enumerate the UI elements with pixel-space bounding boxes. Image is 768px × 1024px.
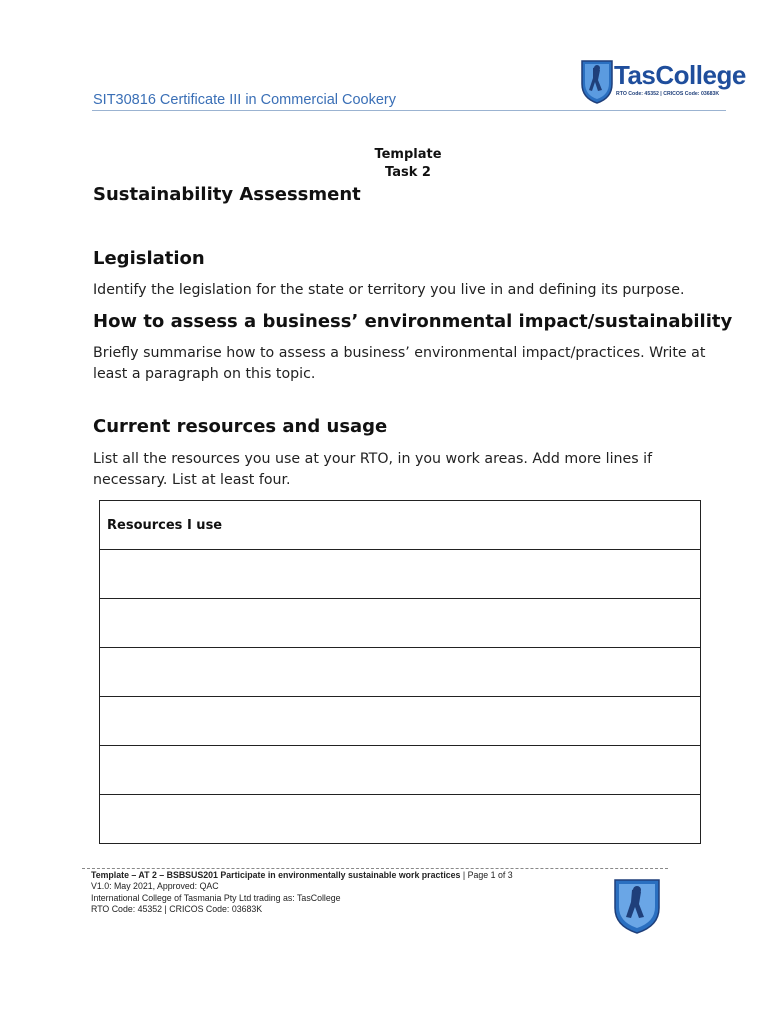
footer-page-info: | Page 1 of 3 bbox=[460, 870, 513, 880]
resources-table bbox=[99, 500, 701, 844]
shield-icon bbox=[580, 58, 614, 104]
table-cell[interactable] bbox=[100, 648, 701, 697]
table-row bbox=[100, 795, 701, 844]
section-text-legislation: Identify the legislation for the state or territory you live in and defining its purpose. bbox=[93, 282, 685, 298]
footer-unit-title: Template – AT 2 – BSBSUS201 Participate in environmentally sustainable work practices bbox=[91, 870, 461, 880]
section-heading-legislation: Legislation bbox=[93, 248, 205, 269]
footer-codes: RTO Code: 45352 | CRICOS Code: 03683K bbox=[91, 904, 263, 915]
section-text-resources: List all the resources you use at your RTO, in you work areas. Add more lines if necessary. List at least four. bbox=[93, 451, 653, 488]
table-cell[interactable] bbox=[100, 599, 701, 648]
footer-line-1 bbox=[91, 870, 521, 881]
logo-subtitle: RTO Code: 45352 | CRICOS Code: 03683K bbox=[616, 91, 720, 97]
table-row bbox=[100, 550, 701, 599]
table-cell[interactable] bbox=[100, 697, 701, 746]
course-title: SIT30816 Certificate III in Commercial Cookery bbox=[93, 92, 396, 108]
table-header-cell: Resources I use bbox=[100, 501, 701, 550]
logo-text: TasCollege bbox=[614, 60, 746, 90]
document-title: Sustainability Assessment bbox=[93, 184, 361, 205]
footer-version: V1.0: May 2021, Approved: QAC bbox=[91, 881, 219, 892]
page-footer bbox=[91, 870, 521, 916]
table-row bbox=[100, 746, 701, 795]
table-cell[interactable] bbox=[100, 795, 701, 844]
table-row bbox=[100, 648, 701, 697]
section-heading-resources: Current resources and usage bbox=[93, 416, 388, 437]
section-heading-assessment: How to assess a business’ environmental impact/sustainability bbox=[93, 311, 733, 332]
template-label: Template bbox=[374, 147, 442, 162]
footer-org: International College of Tasmania Pty Ltd trading as: TasCollege bbox=[91, 892, 341, 903]
footer-divider bbox=[82, 868, 668, 869]
table-row bbox=[100, 697, 701, 746]
table-row bbox=[100, 599, 701, 648]
table-cell[interactable] bbox=[100, 550, 701, 599]
section-text-assessment: Briefly summarise how to assess a business’ environmental impact/practices. Write at least a paragraph on this topic. bbox=[93, 345, 706, 382]
header-divider bbox=[92, 110, 726, 111]
tascollege-logo bbox=[580, 58, 746, 106]
table-header-row bbox=[100, 501, 701, 550]
table-cell[interactable] bbox=[100, 746, 701, 795]
task-label: Task 2 bbox=[385, 165, 431, 180]
footer-shield-icon bbox=[612, 876, 662, 934]
